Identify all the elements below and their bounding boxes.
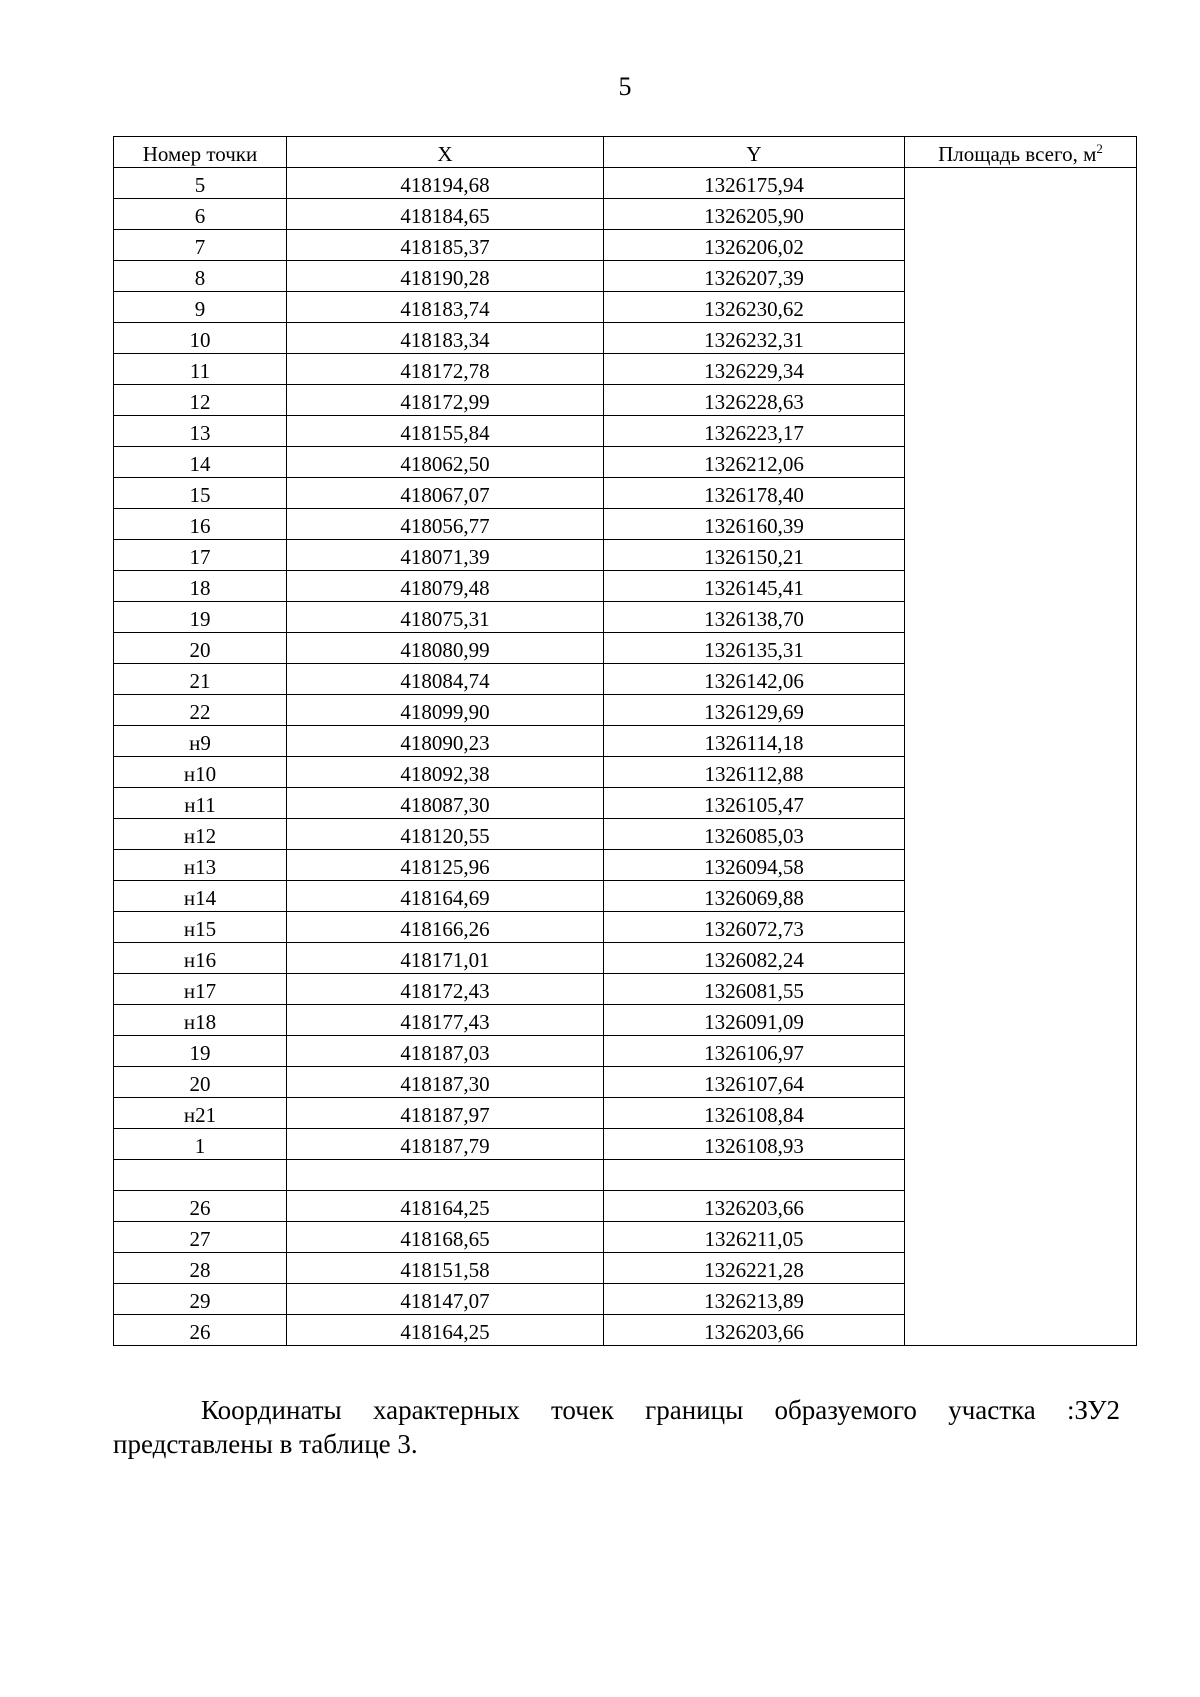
cell-point-number: 29 xyxy=(114,1284,287,1315)
cell-point-number: н9 xyxy=(114,726,287,757)
cell-point-number: 26 xyxy=(114,1315,287,1346)
cell-x: 418168,65 xyxy=(287,1222,604,1253)
cell-point-number: 16 xyxy=(114,509,287,540)
cell-x: 418120,55 xyxy=(287,819,604,850)
cell-y: 1326150,21 xyxy=(604,540,905,571)
cell-y: 1326142,06 xyxy=(604,664,905,695)
cell-y: 1326135,31 xyxy=(604,633,905,664)
cell-y: 1326108,84 xyxy=(604,1098,905,1129)
cell-x: 418190,28 xyxy=(287,261,604,292)
cell-area xyxy=(905,168,1137,1346)
cell-y: 1326212,06 xyxy=(604,447,905,478)
cell-y: 1326091,09 xyxy=(604,1005,905,1036)
table-body xyxy=(114,168,1137,1346)
cell-point-number: н15 xyxy=(114,912,287,943)
coordinates-table xyxy=(113,136,1137,1346)
cell-x: 418187,30 xyxy=(287,1067,604,1098)
cell-x: 418092,38 xyxy=(287,757,604,788)
cell-y: 1326081,55 xyxy=(604,974,905,1005)
cell-x: 418194,68 xyxy=(287,168,604,199)
cell-point-number: 12 xyxy=(114,385,287,416)
cell-point-number: 26 xyxy=(114,1191,287,1222)
cell-point-number: 13 xyxy=(114,416,287,447)
cell-x: 418177,43 xyxy=(287,1005,604,1036)
cell-point-number: 21 xyxy=(114,664,287,695)
header-area xyxy=(905,137,1137,168)
cell-x: 418172,99 xyxy=(287,385,604,416)
cell-point-number: 19 xyxy=(114,1036,287,1067)
cell-point-number: н17 xyxy=(114,974,287,1005)
cell-x: 418079,48 xyxy=(287,571,604,602)
cell-y: 1326094,58 xyxy=(604,850,905,881)
cell-x: 418183,74 xyxy=(287,292,604,323)
header-y: Y xyxy=(604,137,905,168)
cell-y: 1326108,93 xyxy=(604,1129,905,1160)
cell-y: 1326229,34 xyxy=(604,354,905,385)
cell-y: 1326230,62 xyxy=(604,292,905,323)
cell-y: 1326175,94 xyxy=(604,168,905,199)
cell-y: 1326082,24 xyxy=(604,943,905,974)
cell-y: 1326129,69 xyxy=(604,695,905,726)
header-area-superscript: 2 xyxy=(1096,141,1103,156)
cell-x: 418155,84 xyxy=(287,416,604,447)
cell-point-number: 9 xyxy=(114,292,287,323)
body-paragraph xyxy=(113,1393,1120,1461)
cell-y: 1326160,39 xyxy=(604,509,905,540)
cell-point-number: 14 xyxy=(114,447,287,478)
cell-y: 1326072,73 xyxy=(604,912,905,943)
cell-y xyxy=(604,1160,905,1191)
cell-x: 418164,69 xyxy=(287,881,604,912)
cell-point-number: 11 xyxy=(114,354,287,385)
cell-point-number: н10 xyxy=(114,757,287,788)
cell-y: 1326206,02 xyxy=(604,230,905,261)
cell-point-number: 28 xyxy=(114,1253,287,1284)
cell-x: 418185,37 xyxy=(287,230,604,261)
cell-y: 1326178,40 xyxy=(604,478,905,509)
cell-x: 418056,77 xyxy=(287,509,604,540)
cell-x xyxy=(287,1160,604,1191)
cell-y: 1326145,41 xyxy=(604,571,905,602)
cell-point-number: 17 xyxy=(114,540,287,571)
cell-point-number: 6 xyxy=(114,199,287,230)
cell-y: 1326106,97 xyxy=(604,1036,905,1067)
cell-point-number: 19 xyxy=(114,602,287,633)
cell-y: 1326107,64 xyxy=(604,1067,905,1098)
cell-y: 1326085,03 xyxy=(604,819,905,850)
cell-y: 1326203,66 xyxy=(604,1191,905,1222)
cell-point-number: 8 xyxy=(114,261,287,292)
cell-point-number: 7 xyxy=(114,230,287,261)
cell-point-number: н12 xyxy=(114,819,287,850)
cell-y: 1326205,90 xyxy=(604,199,905,230)
cell-x: 418090,23 xyxy=(287,726,604,757)
cell-x: 418187,97 xyxy=(287,1098,604,1129)
cell-y: 1326203,66 xyxy=(604,1315,905,1346)
cell-x: 418099,90 xyxy=(287,695,604,726)
cell-y: 1326207,39 xyxy=(604,261,905,292)
cell-y: 1326211,05 xyxy=(604,1222,905,1253)
table-row xyxy=(114,168,1137,199)
cell-y: 1326105,47 xyxy=(604,788,905,819)
cell-y: 1326232,31 xyxy=(604,323,905,354)
cell-x: 418187,79 xyxy=(287,1129,604,1160)
header-point-number: Номер точки xyxy=(114,137,287,168)
cell-x: 418062,50 xyxy=(287,447,604,478)
cell-x: 418125,96 xyxy=(287,850,604,881)
cell-x: 418151,58 xyxy=(287,1253,604,1284)
cell-point-number: н11 xyxy=(114,788,287,819)
cell-x: 418087,30 xyxy=(287,788,604,819)
cell-point-number xyxy=(114,1160,287,1191)
table-header-row xyxy=(114,137,1137,168)
cell-point-number: 15 xyxy=(114,478,287,509)
cell-y: 1326069,88 xyxy=(604,881,905,912)
cell-point-number: 1 xyxy=(114,1129,287,1160)
cell-point-number: 5 xyxy=(114,168,287,199)
cell-x: 418166,26 xyxy=(287,912,604,943)
cell-point-number: 18 xyxy=(114,571,287,602)
cell-point-number: 20 xyxy=(114,633,287,664)
header-area-label: Площадь всего, м xyxy=(938,142,1097,166)
cell-y: 1326213,89 xyxy=(604,1284,905,1315)
cell-point-number: н14 xyxy=(114,881,287,912)
cell-point-number: н13 xyxy=(114,850,287,881)
page-number: 5 xyxy=(618,72,632,101)
cell-point-number: 10 xyxy=(114,323,287,354)
paragraph-line-1: Координаты характерных точек границы образуемого участка :ЗУ2 xyxy=(201,1395,1120,1425)
cell-y: 1326228,63 xyxy=(604,385,905,416)
cell-y: 1326138,70 xyxy=(604,602,905,633)
cell-x: 418184,65 xyxy=(287,199,604,230)
cell-x: 418164,25 xyxy=(287,1315,604,1346)
paragraph-line-2: представлены в таблице 3. xyxy=(113,1429,418,1459)
cell-x: 418067,07 xyxy=(287,478,604,509)
cell-point-number: н18 xyxy=(114,1005,287,1036)
cell-x: 418171,01 xyxy=(287,943,604,974)
header-x: X xyxy=(287,137,604,168)
cell-y: 1326114,18 xyxy=(604,726,905,757)
cell-point-number: 27 xyxy=(114,1222,287,1253)
cell-x: 418187,03 xyxy=(287,1036,604,1067)
cell-point-number: 22 xyxy=(114,695,287,726)
cell-y: 1326112,88 xyxy=(604,757,905,788)
cell-x: 418147,07 xyxy=(287,1284,604,1315)
cell-x: 418172,78 xyxy=(287,354,604,385)
cell-point-number: н16 xyxy=(114,943,287,974)
cell-point-number: н21 xyxy=(114,1098,287,1129)
cell-x: 418071,39 xyxy=(287,540,604,571)
cell-x: 418183,34 xyxy=(287,323,604,354)
cell-x: 418084,74 xyxy=(287,664,604,695)
cell-y: 1326221,28 xyxy=(604,1253,905,1284)
cell-y: 1326223,17 xyxy=(604,416,905,447)
cell-x: 418075,31 xyxy=(287,602,604,633)
cell-x: 418172,43 xyxy=(287,974,604,1005)
cell-x: 418164,25 xyxy=(287,1191,604,1222)
cell-point-number: 20 xyxy=(114,1067,287,1098)
cell-x: 418080,99 xyxy=(287,633,604,664)
